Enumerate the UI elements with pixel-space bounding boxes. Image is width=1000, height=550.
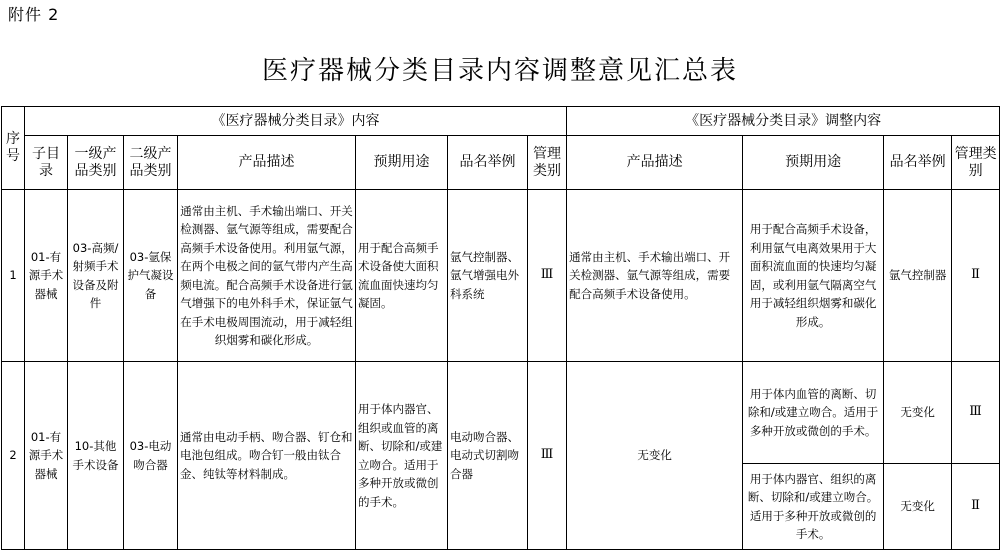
row2-desc: 通常由电动手柄、吻合器、钉仓和电池包组成。吻合钉一般由钛合金、纯钛等材料制成。	[178, 362, 356, 550]
header-seq: 序号	[2, 107, 25, 190]
row2-level1: 10-其他手术设备	[68, 362, 124, 550]
row1-level1: 03-高频/射频手术设备及附件	[68, 190, 124, 362]
row2-adj-desc: 无变化	[567, 362, 743, 550]
row2-seq: 2	[2, 362, 25, 550]
header-group-original: 《医疗器械分类目录》内容	[25, 107, 567, 136]
row2-use: 用于体内器官、组织或血管的离断、切除和/或建立吻合。适用于多种开放或微创的手术。	[356, 362, 448, 550]
row2-sub-catalog: 01-有源手术器械	[25, 362, 68, 550]
page-title: 医疗器械分类目录内容调整意见汇总表	[261, 56, 738, 86]
header-adj-class: 管理类别	[952, 136, 1000, 190]
row2a-adj-names: 无变化	[884, 362, 952, 464]
header-group-adjusted: 《医疗器械分类目录》调整内容	[567, 107, 1000, 136]
row1-adj-names: 氩气控制器	[884, 190, 952, 362]
header-use: 预期用途	[356, 136, 448, 190]
row1-level2: 03-氩保护气凝设备	[124, 190, 178, 362]
row2-level2: 03-电动吻合器	[124, 362, 178, 550]
row1-use: 用于配合高频手术设备使大面积流血面快速均匀凝固。	[356, 190, 448, 362]
adjustment-table	[1, 106, 1000, 550]
row1-class: Ⅲ	[528, 190, 567, 362]
row2b-adj-class: Ⅱ	[952, 464, 1000, 550]
row2-class: Ⅲ	[528, 362, 567, 550]
header-adj-names: 品名举例	[884, 136, 952, 190]
header-sub-catalog: 子目录	[25, 136, 68, 190]
row2b-adj-names: 无变化	[884, 464, 952, 550]
table-row	[2, 190, 1000, 362]
row2-names: 电动吻合器、电动式切割吻合器	[448, 362, 528, 550]
header-adj-use: 预期用途	[743, 136, 884, 190]
table-row	[2, 362, 1000, 464]
header-names: 品名举例	[448, 136, 528, 190]
row1-adj-class: Ⅱ	[952, 190, 1000, 362]
header-level1: 一级产品类别	[68, 136, 124, 190]
header-adj-desc: 产品描述	[567, 136, 743, 190]
row1-seq: 1	[2, 190, 25, 362]
attachment-label: 附件 2	[8, 5, 60, 24]
row2a-adj-use: 用于体内血管的离断、切除和/或建立吻合。适用于多种开放或微创的手术。	[743, 362, 884, 464]
row2b-adj-use: 用于体内器官、组织的离断、切除和/或建立吻合。适用于多种开放或微创的手术。	[743, 464, 884, 550]
row1-desc: 通常由主机、手术输出端口、开关检测器、氩气源等组成，需要配合高频手术设备使用。利用氩气源，在两个电极之间的氩气带内产生高频电流。配合高频手术设备进行氩气增强下的电外科手术，保证氩气在手术电极周围流动，用于减轻组织烟雾和碳化形成。	[178, 190, 356, 362]
row1-sub-catalog: 01-有源手术器械	[25, 190, 68, 362]
row1-names: 氩气控制器、氩气增强电外科系统	[448, 190, 528, 362]
row1-adj-use: 用于配合高频手术设备，利用氩气电离效果用于大面积流血面的快速均匀凝固，或利用氩气隔离空气用于减轻组织烟雾和碳化形成。	[743, 190, 884, 362]
header-class: 管理类别	[528, 136, 567, 190]
row1-adj-desc: 通常由主机、手术输出端口、开关检测器、氩气源等组成，需要配合高频手术设备使用。	[567, 190, 743, 362]
row2a-adj-class: Ⅲ	[952, 362, 1000, 464]
header-desc: 产品描述	[178, 136, 356, 190]
header-level2: 二级产品类别	[124, 136, 178, 190]
